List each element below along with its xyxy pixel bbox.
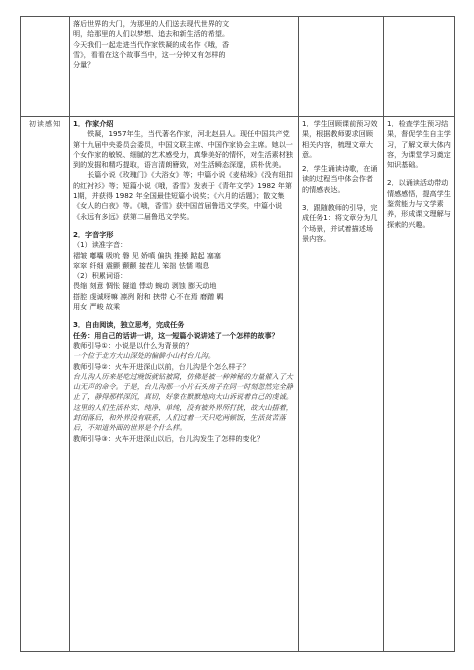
author-works-paragraph: 长篇小说《玫瑰门》《大浴女》等；中篇小说《麦秸垛》《没有纽扣的红衬衫》等；短篇小说《哦，香雪》发表于《青年文学》1982 年第1期，并获得 1982 年全国最佳短篇小说奖；《六月的话题》；散文集《女人的白夜》等。《哦，香雪》获中国首届鲁迅文学奖，中篇小说《永远有多远》获第二届鲁迅文学奖。: [73, 170, 293, 221]
teacher-question: 教师引导③：火车开进深山以后，台儿沟发生了怎样的变化？: [73, 433, 264, 443]
chars-line: 窣窣 纤细 震颤 颤颤 接茬儿 笨拙 怯懦 喘息: [73, 260, 210, 270]
chars-subheading: （2）积累词语：: [73, 271, 128, 281]
chars-line: 用女 严峻 故乘: [73, 302, 121, 312]
teacher-question: 教师引导①：小说是以什么为背景的？: [73, 340, 193, 350]
top-text-line: 今天我们一起走进当代作家铁凝的成名作《哦，香: [73, 39, 230, 49]
student-activity-cell: [299, 117, 384, 652]
top-text-line: 明，给那里的人们以梦想、追去和新生活的希望。: [73, 29, 230, 39]
content-cell: [70, 117, 299, 652]
design-intent-cell: [384, 117, 455, 652]
top-row-content-cell: [70, 17, 299, 117]
top-row-intent-cell: [384, 17, 455, 117]
design-intent-1: 1．检查学生预习结果，督促学生自主学习，了解文章大体内容，为课堂学习奠定知识基础。: [387, 119, 451, 170]
table-row-reading: [21, 117, 455, 652]
design-intent-2: 2．以诵读活动带动情感感悟，提高学生鉴赏能力与文学素养，形成课文理解与探索的兴趣。: [387, 178, 451, 229]
task-heading: 3．自由阅读，独立思考，完成任务: [73, 320, 185, 330]
author-intro-paragraph: 铁凝，1957年生，当代著名作家，河北赵县人。现任中国共产党第十九届中央委员会委员，中国文联主席、中国作家协会主席。她以一个女作家的敏锐、细腻的艺术感受力，真挚美好的情怀，对生活素材独到的发掘和精巧提取，语言清朗簪致，对生活瞬态深邃，质朴优美。: [73, 129, 293, 170]
chars-line: 畏缩 刻意 惆怅 隧道 悸动 蜿动 剥蚀 膨天动地: [73, 281, 217, 291]
chars-line: 搭腔 虔诚呀嘛 凛冽 附和 挟带 心不在焉 磨蹭 羁: [73, 291, 224, 301]
top-row-student-cell: [299, 17, 384, 117]
student-activity-3: 3．跟随教师的引导，完成任务1：将文章分为几个场景，并试着描述场景内容。: [302, 203, 378, 243]
lesson-plan-table: [20, 16, 455, 652]
chars-heading: 2．字音字形: [73, 229, 114, 239]
top-text-line: 雪》，看看在这个故事当中，这一分钟又有怎样的: [73, 49, 226, 59]
answer-text: 台儿沟人历来是吃过晚饭就钻被窝，仿佛是被一种神秘的力量催入了大山无声的命令。于是，台儿沟那一小片石头房子在同一时刻忽然完全静止了，静得那样深沉，真切，好象在默默地向大山诉说着自己的虔诚。这里的人们生活朴实、纯净、单纯，没有被外界所打扰，故大山捂着，封闭落后，和外界没有联系，人们过着一天只吃两顿饭，生活贫苦落后，不知道外面的世界是个什么样。: [73, 371, 293, 433]
chars-line: 褶皱 嘟囔 吸吮 磐 见 娇嗔 偏执 推搡 踮起 塞塞: [73, 250, 221, 260]
author-heading: 1．作家介绍: [73, 119, 114, 128]
task-prompt: 任务：用自己的话讲一讲，这一短篇小说讲述了一个怎样的故事？: [73, 330, 279, 340]
top-row-stage-cell: [21, 17, 70, 117]
table-row-top: [21, 17, 455, 117]
answer-text: 一个位于北方大山深处的偏僻小山村台儿沟。: [73, 351, 215, 361]
top-text-line: 分量？: [73, 60, 95, 70]
stage-label: 初读感知: [21, 117, 70, 652]
teacher-question: 教师引导②：火车开进深山以前，台儿沟是个怎么样子？: [73, 361, 250, 371]
student-activity-2: 2．学生诵读诗歌，在诵读的过程当中体会作者的情感表达。: [302, 164, 378, 194]
student-activity-1: 1．学生回顾课前预习效果，根据教师要求回顾相关内容，梳理文章大意。: [302, 119, 378, 159]
top-text-line: 落后世界的大门，为那里的人们送去现代世界的文: [73, 19, 230, 28]
chars-subheading: （1）读准字音：: [73, 240, 128, 250]
